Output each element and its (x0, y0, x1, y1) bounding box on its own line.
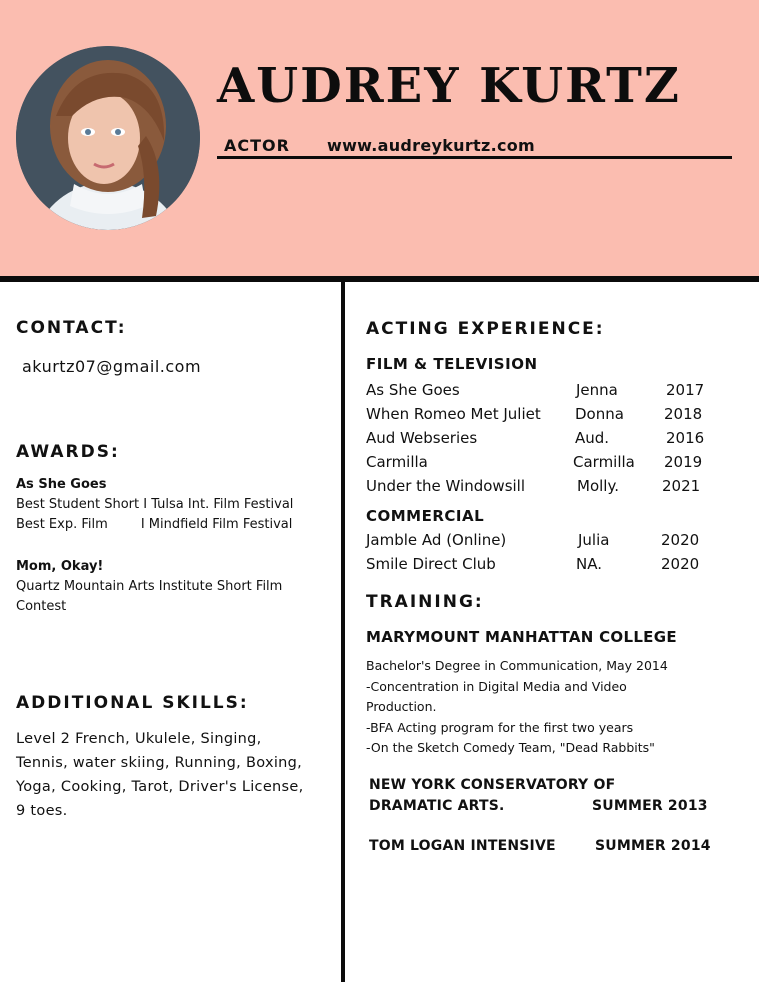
conservatory-name: NEW YORK CONSERVATORY OF (369, 777, 616, 793)
detail-line: -On the Sketch Comedy Team, "Dead Rabbits" (366, 740, 655, 755)
detail-line: -Concentration in Digital Media and Video (366, 678, 627, 694)
name-underline (217, 156, 732, 159)
credit-year: 2021 (662, 477, 701, 495)
college-name: MARYMOUNT MANHATTAN COLLEGE (366, 628, 677, 646)
film-row (366, 453, 706, 475)
website-link[interactable]: www.audreykurtz.com (327, 136, 536, 155)
credit-role: Jenna (576, 381, 618, 399)
credit-title: Under the Windowsill (366, 477, 526, 495)
intensive-date: SUMMER 2014 (595, 838, 711, 854)
award-line: Quartz Mountain Arts Institute Short Film (16, 579, 283, 594)
skills-text: Level 2 French, Ukulele, Singing, Tennis, water skiing, Running, Boxing, Yoga, Cooking, Tarot, Driver's License, 9 toes. (16, 731, 304, 819)
film-row (366, 477, 706, 499)
skills-heading: ADDITIONAL SKILLS: (16, 693, 249, 713)
commercial-row (366, 531, 706, 553)
film-row (366, 381, 706, 403)
credit-year: 2018 (664, 405, 703, 423)
detail-line: Bachelor's Degree in Communication, May 2014 (366, 658, 668, 673)
contact-heading: CONTACT: (16, 318, 127, 338)
award-line: Best Student Short I Tulsa Int. Film Festival (16, 497, 294, 512)
credit-title: Carmilla (366, 453, 428, 471)
college-details (366, 656, 726, 759)
role-label: ACTOR (224, 136, 290, 155)
award-title: Mom, Okay! (16, 559, 104, 574)
credit-title: Smile Direct Club (366, 555, 496, 573)
credit-title: Aud Webseries (366, 429, 478, 447)
credit-role: NA. (576, 555, 602, 573)
award-title: As She Goes (16, 477, 107, 492)
award-line: Best Exp. Film I Mindfield Film Festival (16, 517, 293, 532)
experience-heading: ACTING EXPERIENCE: (366, 319, 605, 339)
credit-role: Donna (575, 405, 624, 423)
awards-heading: AWARDS: (16, 442, 120, 462)
credit-title: As She Goes (366, 381, 460, 399)
film-row (366, 429, 706, 451)
column-divider (341, 280, 345, 982)
credit-role: Molly. (577, 477, 619, 495)
detail-line: Production. (366, 699, 437, 714)
conservatory-date: SUMMER 2013 (592, 798, 708, 814)
award-line: Contest (16, 599, 67, 614)
film-heading: FILM & TELEVISION (366, 355, 538, 373)
credit-year: 2019 (664, 453, 703, 471)
credit-title: When Romeo Met Juliet (366, 405, 541, 423)
actor-name: AUDREY KURTZ (217, 58, 681, 114)
headshot-photo (16, 46, 200, 230)
credit-role: Carmilla (573, 453, 635, 471)
credit-year: 2017 (666, 381, 705, 399)
header-divider (0, 276, 759, 282)
commercial-heading: COMMERCIAL (366, 507, 485, 525)
credit-year: 2020 (661, 531, 700, 549)
detail-line: -BFA Acting program for the first two years (366, 719, 634, 735)
contact-email[interactable]: akurtz07@gmail.com (22, 357, 202, 376)
training-heading: TRAINING: (366, 592, 484, 612)
credit-title: Jamble Ad (Online) (366, 531, 507, 549)
credit-year: 2020 (661, 555, 700, 573)
conservatory-name-cont: DRAMATIC ARTS. (369, 798, 505, 814)
intensive-name: TOM LOGAN INTENSIVE (369, 838, 556, 854)
film-row (366, 405, 706, 427)
commercial-row (366, 555, 706, 577)
credit-role: Julia (578, 531, 610, 549)
credit-role: Aud. (575, 429, 610, 447)
credit-year: 2016 (666, 429, 705, 447)
